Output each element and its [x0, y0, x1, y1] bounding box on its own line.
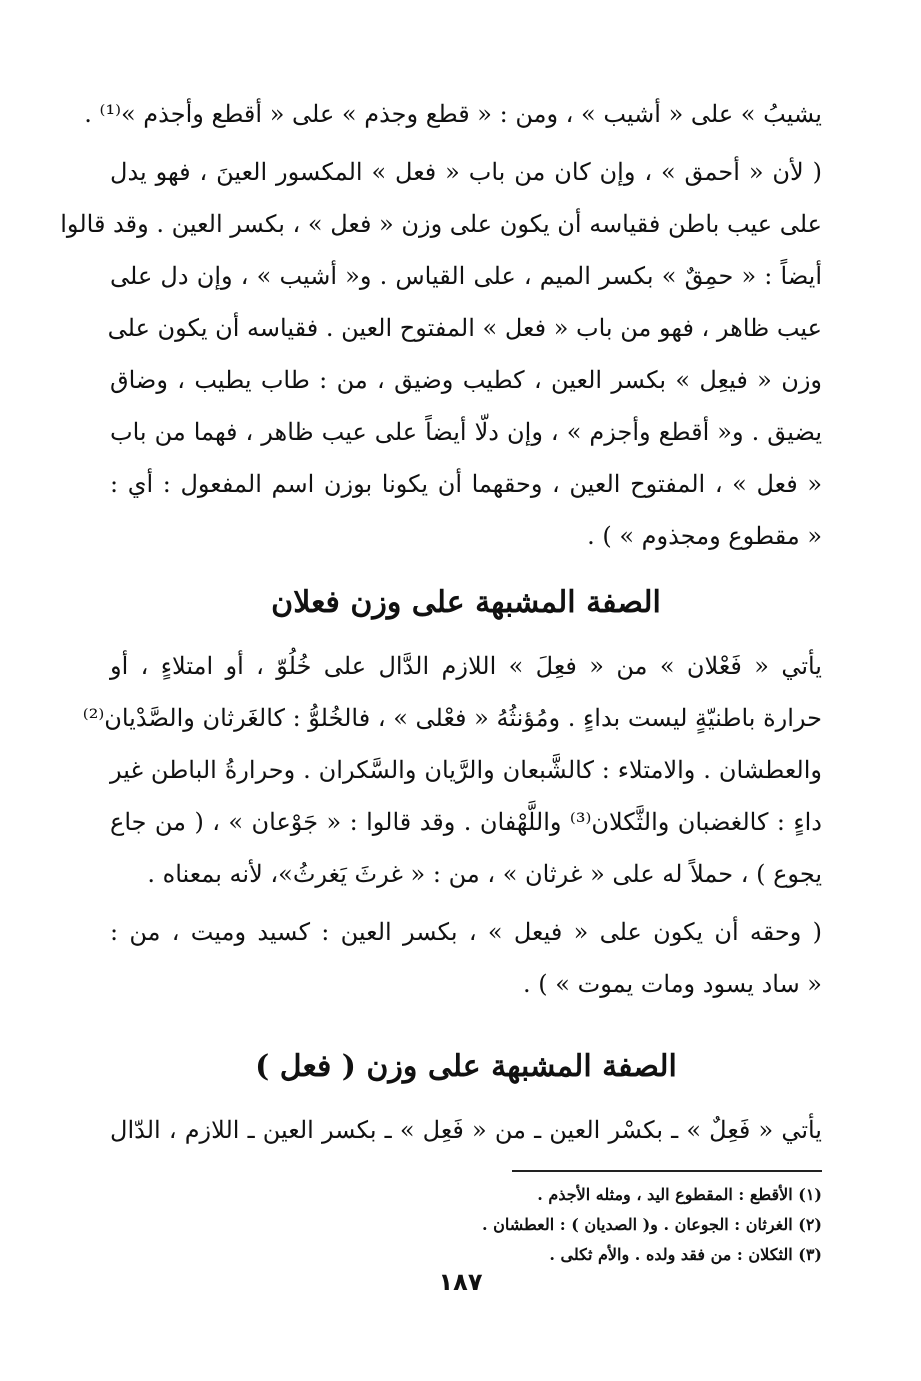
text-line: ( وحقه أن يكون على « فيعل » ، بكسر العين : كسيد وميت ، من : [110, 918, 822, 946]
text-line: حرارة باطنيّةٍ ليست بداءٍ . ومُؤنثُهُ « فعْلى » ، فالخُلوُّ : كالغَرثان والصَّدْيان⁽²⁾ [82, 704, 822, 732]
page-body [60, 88, 822, 1270]
text-line: داءٍ : كالغضبان والثَّكلان⁽³⁾ واللَّهْفان . وقد قالوا : « جَوْعان » ، ( من جاع [110, 808, 822, 836]
footnote-2: (٢) الغرثان : الجوعان . و( الصديان ) : العطشان . [481, 1215, 822, 1234]
footnote-1: (١) الأقطع : المقطوع اليد ، ومثله الأجذم . [537, 1185, 822, 1204]
text-line: يضيق . و« أقطع وأجزم » ، وإن دلّا أيضاً على عيب ظاهر ، فهما من باب [110, 418, 822, 446]
text-line: « فعل » ، المفتوح العين ، وحقهما أن يكونا بوزن اسم المفعول : أي : [110, 470, 822, 498]
text-line: ( لأن « أحمق » ، وإن كان من باب « فعل » المكسور العينَ ، فهو يدل [110, 158, 822, 186]
text-line: يأتي « فَعِلٌ » ـ بكسْر العين ـ من « فَعِل » ـ بكسر العين ـ اللازم ، الدّال [110, 1116, 822, 1144]
text-line: يجوع ) ، حملاً له على « غرثان » ، من : « غرثَ يَغرثُ»، لأنه بمعناه . [147, 860, 822, 888]
paragraph-faial-note [110, 906, 822, 1010]
paragraph-fail [110, 1104, 822, 1156]
text-line: عيب ظاهر ، فهو من باب « فعل » المفتوح العين . فقياسه أن يكون على [107, 314, 822, 342]
section-heading-fail: الصفة المشبهة على وزن ( فعل ) [255, 1049, 677, 1084]
text-line: « ساد يسود ومات يموت » ) . [523, 970, 822, 998]
intro-paragraph [84, 88, 822, 140]
text-line: يشيبُ » على « أشيب » ، ومن : « قطع وجذم » على « أقطع وأجذم »⁽¹⁾ . [84, 100, 822, 128]
text-line: « مقطوع ومجذوم » ) . [587, 522, 822, 550]
text-line: يأتي « فَعْلان » من « فعِلَ » اللازم الدَّال على خُلُوّ ، أو امتلاءٍ ، أو [110, 652, 822, 680]
text-line: والعطشان . والامتلاء : كالشَّبعان والرَّيان والسَّكران . وحرارةُ الباطن غير [110, 756, 822, 784]
footnotes-section [481, 1170, 822, 1270]
page-number: ١٨٧ [438, 1268, 483, 1296]
paragraph-ahmaq-note [60, 146, 822, 562]
footnote-3: (٣) الثكلان : من فقد ولده . والأم ثكلى . [549, 1245, 822, 1264]
section-heading-falan: الصفة المشبهة على وزن فعلان [271, 585, 661, 620]
paragraph-falan [82, 640, 822, 900]
text-line: وزن « فيعِل » بكسر العين ، كطيب وضيق ، من : طاب يطيب ، وضاق [110, 366, 822, 394]
text-line: على عيب باطن فقياسه أن يكون على وزن « فعل » ، بكسر العين . وقد قالوا [60, 210, 822, 238]
text-line: أيضاً : « حمِقٌ » بكسر الميم ، على القياس . و« أشيب » ، وإن دل على [110, 262, 822, 290]
